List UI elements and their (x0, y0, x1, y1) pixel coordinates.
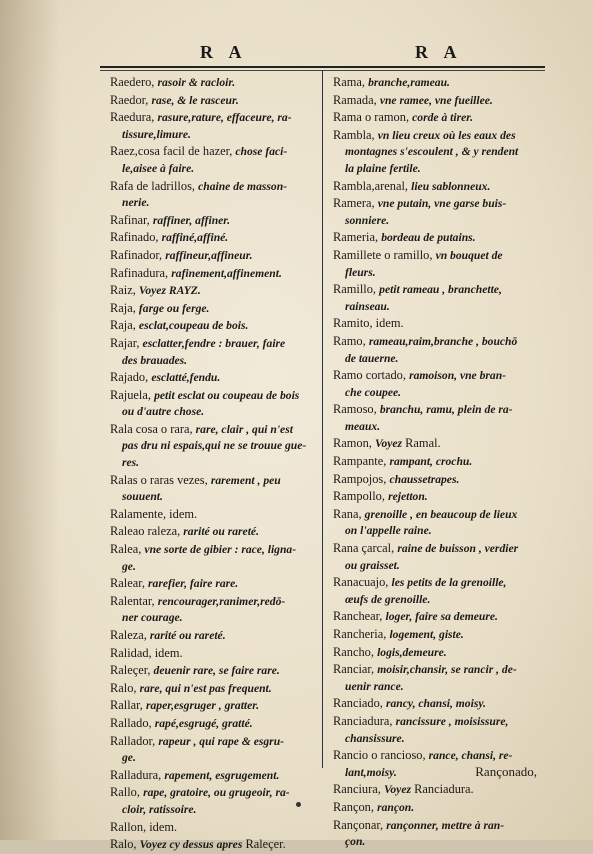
entry-definition: rare, qui n'est pas frequent. (139, 681, 272, 695)
entry-continuation: ge. (122, 559, 136, 573)
entry-headword: Ramito, idem. (333, 316, 404, 331)
entry-continuation: ou d'autre chose. (122, 405, 205, 419)
entry-continuation: sonniere. (345, 213, 390, 227)
entry-definition: chaussetrapes. (389, 472, 460, 486)
dictionary-entry (333, 574, 548, 608)
page-shadow (0, 0, 60, 840)
entry-definition: rancy, chansi, moisy. (386, 697, 486, 711)
dictionary-entry (333, 367, 548, 401)
dictionary-entry (333, 781, 548, 799)
entry-continuation: la plaine fertile. (345, 161, 421, 175)
entry-headword: Raez,cosa facil de hazer, (110, 144, 233, 159)
entry-definition: Voyez RAYZ. (138, 284, 201, 298)
dictionary-entry (333, 453, 548, 471)
entry-definition: rasoir & racloir. (157, 76, 236, 89)
entry-headword: Rambla, (333, 127, 375, 142)
entry-crossref: Ranciadura. (414, 782, 474, 797)
entry-definition: rarement , peu (210, 473, 281, 487)
entry-definition: rasure,rature, effaceure, ra- (157, 111, 292, 125)
dictionary-entry (110, 541, 318, 575)
dictionary-entry (110, 819, 318, 837)
entry-definition: rançon. (377, 800, 415, 814)
dictionary-entry (110, 645, 318, 663)
entry-definition: petit rameau , branchette, (379, 283, 502, 297)
entry-headword: Rafa de ladrillos, (110, 178, 195, 193)
entry-definition: vn bouquet de (435, 248, 503, 262)
entry-definition: rance, chansi, re- (428, 749, 513, 763)
entry-definition: esclat,coupeau de bois. (138, 319, 249, 333)
dictionary-entry (333, 506, 548, 540)
entry-continuation: che coupee. (345, 385, 402, 399)
entry-definition: grenoille , en beaucoup de lieux (364, 507, 518, 521)
entry-headword: Raleçer, (110, 663, 151, 678)
entry-headword: Ranacuajo, (333, 575, 389, 590)
entry-definition: les petits de la grenoille, (391, 576, 507, 590)
entry-headword: Ramoso, (333, 402, 377, 417)
dictionary-entry (110, 575, 318, 593)
dictionary-entry (333, 695, 548, 713)
entry-headword: Rallo, (110, 785, 140, 800)
dictionary-entry (333, 608, 548, 626)
entry-continuation: nerie. (122, 196, 150, 210)
entry-headword: Ranciado, (333, 696, 383, 711)
entry-headword: Rama, (333, 75, 365, 89)
entry-headword: Ramo, (333, 333, 366, 348)
entry-continuation: lant,moisy. (345, 765, 397, 779)
entry-definition: farge ou ferge. (138, 301, 210, 315)
dictionary-entry (333, 247, 548, 281)
entry-definition: rare, clair , qui n'est (195, 422, 293, 436)
dictionary-entry (110, 265, 318, 283)
entry-headword: Rala cosa o rara, (110, 421, 193, 436)
entry-definition: lieu sablonneux. (411, 179, 491, 193)
entry-headword: Raedura, (110, 110, 155, 125)
entry-headword: Rampante, (333, 454, 387, 469)
entry-headword: Rançonar, (333, 817, 384, 832)
header-rule (100, 66, 545, 68)
dictionary-entry (110, 282, 318, 300)
entry-headword: Ralamente, idem. (110, 506, 198, 521)
dictionary-entry (333, 471, 548, 489)
entry-crossref: Raleçer. (245, 837, 286, 852)
dictionary-entry (333, 799, 548, 817)
dictionary-entry (333, 281, 548, 315)
entry-definition: moisir,chansir, se rancir , de- (377, 663, 517, 677)
entry-headword: Rafinado, (110, 230, 159, 245)
dictionary-entry (110, 369, 318, 387)
dictionary-entry (110, 836, 318, 854)
dictionary-entry (110, 143, 318, 177)
entry-definition: raffiner, affiner. (152, 213, 231, 227)
entry-continuation: ge. (122, 751, 136, 765)
entry-definition: vn lieu creux où les eaux des (377, 128, 516, 142)
entry-headword: Ranciar, (333, 662, 375, 677)
entry-headword: Ralo, (110, 837, 137, 852)
entry-definition: rase, & le rasceur. (151, 93, 239, 107)
entry-headword: Raedero, (110, 75, 155, 89)
entry-headword: Rafinador, (110, 247, 163, 262)
dictionary-entry (333, 109, 548, 127)
entry-headword: Rameria, (333, 230, 379, 245)
entry-definition: branche,rameau. (368, 76, 450, 89)
dictionary-entry (110, 317, 318, 335)
entry-headword: Raleao raleza, (110, 524, 181, 539)
entry-continuation: œufs de grenoille. (345, 592, 431, 606)
entry-continuation: de tauerne. (345, 351, 399, 365)
dictionary-entry (110, 506, 318, 524)
entry-definition: Voyez cy dessus apres (139, 838, 243, 852)
entry-definition: rarefier, faire rare. (148, 577, 239, 591)
entry-headword: Rancho, (333, 644, 374, 659)
entry-definition: vne putain, vne garse buis- (377, 197, 507, 211)
dictionary-entry (110, 733, 318, 767)
dictionary-entry (110, 715, 318, 733)
entry-headword: Rallar, (110, 698, 143, 713)
entry-headword: Raja, (110, 300, 136, 315)
entry-continuation: montagnes s'escoulent , & y rendent (345, 145, 519, 159)
entry-headword: Rambla,arenal, (333, 178, 408, 193)
entry-definition: rapeur , qui rape & esgru- (158, 734, 285, 748)
entry-headword: Rampojos, (333, 471, 387, 486)
entry-headword: Rama o ramon, (333, 110, 410, 125)
dictionary-entry (110, 784, 318, 818)
entry-headword: Ralentar, (110, 593, 155, 608)
entry-definition: logement, giste. (389, 628, 464, 641)
entry-definition: Voyez (375, 437, 403, 451)
entry-definition: rejetton. (388, 490, 428, 504)
entry-headword: Ranciadura, (333, 713, 393, 728)
entry-definition: branchu, ramu, plein de ra- (379, 403, 513, 417)
entry-continuation: tissure,limure. (122, 127, 191, 141)
entry-definition: ramoison, vne bran- (409, 369, 507, 383)
entry-headword: Ramillete o ramillo, (333, 247, 433, 262)
entry-definition: rançonner, mettre à ran- (386, 818, 505, 832)
catchword: Rançonado, (475, 764, 537, 779)
entry-definition: rancissure , moisissure, (395, 714, 509, 728)
entry-continuation: le,aisee à faire. (122, 161, 195, 175)
dictionary-entry (110, 697, 318, 715)
entry-headword: Rajado, (110, 370, 149, 385)
right-column (333, 74, 548, 851)
running-head-right: R A (415, 42, 463, 62)
entry-continuation: ou graisset. (345, 558, 400, 572)
dictionary-entry (110, 767, 318, 785)
dictionary-entry (333, 540, 548, 574)
dictionary-entry (110, 212, 318, 230)
column-divider (322, 70, 323, 768)
dictionary-entry (333, 195, 548, 229)
entry-headword: Rafinar, (110, 212, 150, 227)
entry-definition: raffineur,affineur. (165, 248, 253, 262)
dictionary-entry (110, 680, 318, 698)
entry-definition: bordeau de putains. (381, 231, 476, 245)
page-ornament-dot (296, 802, 301, 807)
dictionary-entry (333, 817, 548, 851)
entry-headword: Ramada, (333, 92, 377, 107)
entry-continuation: cloir, ratissoire. (122, 802, 197, 816)
entry-definition: petit esclat ou coupeau de bois (154, 388, 300, 402)
dictionary-entry (110, 387, 318, 421)
dictionary-entry (333, 644, 548, 662)
dictionary-entry (110, 421, 318, 472)
entry-definition: Voyez (383, 783, 411, 797)
dictionary-entry (333, 127, 548, 178)
entry-headword: Ranchear, (333, 609, 383, 624)
dictionary-entry (333, 626, 548, 644)
dictionary-entry (110, 109, 318, 143)
entry-definition: rarité ou rareté. (149, 629, 226, 642)
entry-headword: Ramillo, (333, 282, 377, 297)
entry-headword: Ralea, (110, 542, 142, 557)
entry-headword: Ramera, (333, 196, 375, 211)
dictionary-entry (110, 300, 318, 318)
dictionary-entry (110, 247, 318, 265)
entry-continuation: meaux. (345, 419, 381, 433)
dictionary-entry (110, 74, 318, 92)
dictionary-entry (110, 523, 318, 541)
entry-headword: Raja, (110, 318, 136, 333)
entry-definition: vne ramee, vne fueillee. (379, 93, 493, 107)
entry-definition: raine de buisson , verdier (397, 542, 519, 556)
dictionary-entry (110, 335, 318, 369)
entry-headword: Rajar, (110, 335, 140, 350)
entry-headword: Raedor, (110, 92, 149, 107)
entry-headword: Rancio o rancioso, (333, 748, 426, 763)
dictionary-entry (110, 662, 318, 680)
entry-definition: deuenir rare, se faire rare. (153, 664, 280, 678)
dictionary-entry (333, 713, 548, 747)
dictionary-entry (333, 74, 548, 92)
entry-headword: Rallador, (110, 733, 156, 748)
entry-definition: rapement, esgrugement. (164, 768, 280, 782)
entry-definition: raffiné,affiné. (161, 231, 229, 245)
entry-definition: corde à tirer. (412, 111, 474, 125)
entry-continuation: rainseau. (345, 299, 390, 313)
dictionary-entry (333, 333, 548, 367)
entry-continuation: souuent. (122, 490, 163, 504)
entry-headword: Ralo, (110, 680, 137, 695)
entry-definition: esclatter,fendre : brauer, faire (142, 336, 286, 350)
entry-definition: loger, faire sa demeure. (385, 610, 498, 624)
entry-definition: rarité ou rareté. (183, 525, 259, 539)
dictionary-entry (110, 178, 318, 212)
dictionary-entry (333, 229, 548, 247)
entry-crossref: Ramal. (405, 436, 441, 451)
left-column (110, 74, 318, 854)
dictionary-entry (110, 92, 318, 110)
entry-continuation: uenir rance. (345, 679, 404, 693)
entry-headword: Rajuela, (110, 387, 151, 402)
entry-definition: rafinement,affinement. (171, 266, 282, 280)
dictionary-entry (110, 229, 318, 247)
dictionary-entry (333, 92, 548, 110)
entry-headword: Rana çarcal, (333, 541, 395, 556)
entry-definition: rampant, crochu. (389, 455, 473, 469)
entry-definition: raper,esgruger , gratter. (146, 699, 260, 713)
entry-definition: rape, gratoire, ou grugeoir, ra- (143, 786, 290, 800)
entry-definition: esclatté,fendu. (151, 371, 221, 385)
entry-headword: Ralas o raras vezes, (110, 472, 208, 487)
dictionary-entry (333, 401, 548, 435)
entry-definition: chose faci- (235, 145, 288, 159)
dictionary-entry (110, 627, 318, 645)
entry-headword: Rallon, idem. (110, 819, 178, 834)
dictionary-entry (333, 435, 548, 453)
entry-definition: rapé,esgrugé, gratté. (154, 716, 253, 730)
entry-continuation: chansissure. (345, 731, 405, 745)
dictionary-entry (333, 315, 548, 333)
entry-headword: Ralear, (110, 576, 145, 591)
dictionary-entry (333, 661, 548, 695)
entry-definition: logis,demeure. (377, 645, 447, 659)
dictionary-entry (333, 488, 548, 506)
entry-headword: Ramon, (333, 436, 372, 451)
entry-headword: Ramo cortado, (333, 368, 406, 383)
entry-continuation: çon. (345, 835, 366, 849)
entry-headword: Ranciura, (333, 782, 381, 797)
entry-continuation: on l'appelle raine. (345, 524, 432, 538)
entry-definition: rencourager,ranimer,redō- (157, 594, 286, 608)
entry-headword: Rampollo, (333, 489, 385, 504)
entry-continuation: pas dru ni espais,qui ne se trouue gue- (122, 439, 307, 453)
dictionary-entry (110, 593, 318, 627)
entry-headword: Ralidad, idem. (110, 645, 183, 660)
entry-definition: chaine de masson- (198, 179, 287, 193)
entry-continuation: ner courage. (122, 611, 183, 625)
entry-headword: Rancheria, (333, 627, 387, 641)
entry-definition: vne sorte de gibier : race, ligna- (144, 543, 297, 557)
entry-headword: Rallado, (110, 715, 152, 730)
entry-headword: Raiz, (110, 283, 136, 298)
entry-continuation: des brauades. (122, 353, 188, 367)
entry-headword: Rafinadura, (110, 265, 169, 280)
running-head-left: R A (200, 42, 248, 62)
entry-continuation: fleurs. (345, 265, 376, 279)
entry-continuation: res. (122, 456, 140, 470)
dictionary-entry (110, 472, 318, 506)
dictionary-entry (333, 178, 548, 196)
entry-definition: rameau,raim,branche , bouchō (368, 334, 518, 348)
entry-headword: Rançon, (333, 799, 374, 814)
entry-headword: Raleza, (110, 628, 147, 642)
entry-headword: Ralladura, (110, 767, 162, 782)
entry-headword: Rana, (333, 506, 362, 521)
